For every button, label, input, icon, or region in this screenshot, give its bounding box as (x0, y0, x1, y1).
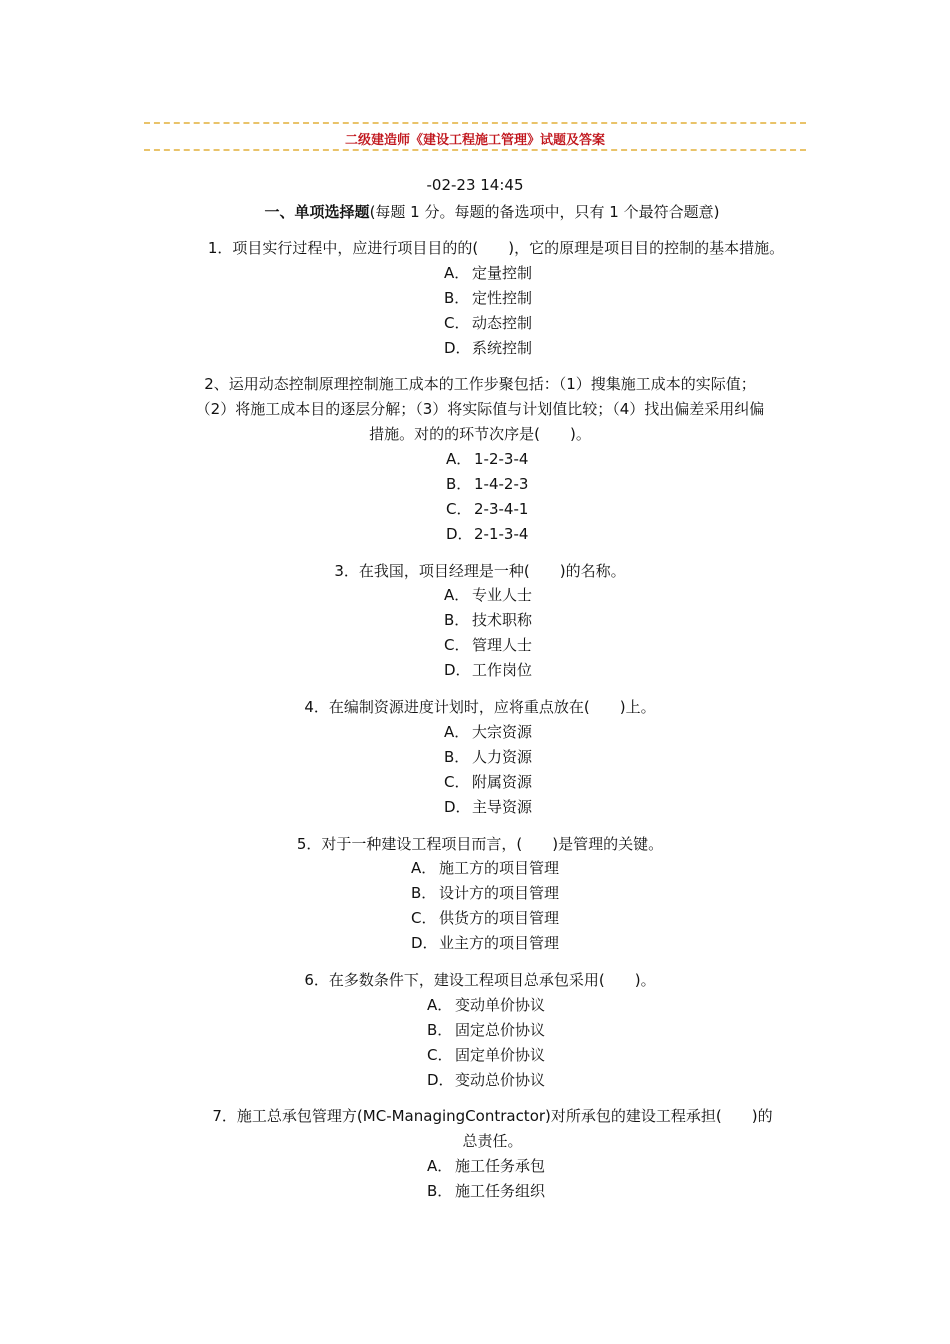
option-letter: C． (411, 909, 437, 927)
option-letter: B． (444, 748, 470, 766)
option-text: 技术职称 (472, 611, 533, 629)
question-5-option (411, 931, 559, 956)
option-text: 2-1-3-4 (474, 525, 529, 543)
option-letter: D． (411, 934, 438, 952)
option-letter: A． (411, 859, 437, 877)
question-line: 3．在我国，项目经理是一种( )的名称。 (334, 562, 626, 580)
question-line: 2、运用动态控制原理控制施工成本的工作步聚包括：（1）搜集施工成本的实际值； (204, 375, 756, 393)
document-title: 二级建造师《建设工程施工管理》试题及答案 (344, 133, 605, 148)
option-letter: B． (444, 289, 470, 307)
option-text: 施工方的项目管理 (439, 859, 560, 877)
option-text: 设计方的项目管理 (439, 884, 560, 902)
option-text: 固定总价协议 (455, 1021, 546, 1039)
option-text: 固定单价协议 (455, 1046, 546, 1064)
option-letter: B． (411, 884, 437, 902)
option-letter: B． (446, 475, 472, 493)
question-6-option (427, 1018, 545, 1043)
option-letter: D． (444, 339, 471, 357)
question-1-option (444, 311, 532, 336)
option-letter: C． (446, 500, 472, 518)
option-text: 定性控制 (472, 289, 533, 307)
question-4-option (444, 770, 532, 795)
question-5-text (150, 832, 810, 857)
question-line: 1．项目实行过程中，应进行项目目的的( )，它的原理是项目目的控制的基本措施。 (207, 239, 785, 257)
option-letter: A． (427, 996, 453, 1014)
question-2-text (150, 372, 810, 447)
option-text: 施工任务组织 (455, 1182, 546, 1200)
option-text: 动态控制 (472, 314, 533, 332)
question-7-option (427, 1179, 545, 1204)
option-letter: B． (427, 1021, 453, 1039)
option-text: 变动总价协议 (455, 1071, 546, 1089)
question-2-option (446, 497, 528, 522)
option-letter: D． (444, 661, 471, 679)
section-title: 一、单项选择题 (264, 203, 370, 221)
question-6-option (427, 993, 545, 1018)
option-letter: C． (444, 773, 470, 791)
option-text: 管理人士 (472, 636, 533, 654)
publish-date: -02-23 14:45 (426, 176, 524, 194)
question-6-option (427, 1068, 545, 1093)
question-6-option (427, 1043, 545, 1068)
question-1-text (176, 236, 816, 261)
option-letter: A． (446, 450, 472, 468)
option-letter: C． (444, 636, 470, 654)
question-3-text (150, 559, 810, 584)
question-5-option (411, 881, 559, 906)
option-letter: C． (444, 314, 470, 332)
option-letter: A． (444, 586, 470, 604)
option-text: 施工任务承包 (455, 1157, 546, 1175)
option-text: 附属资源 (472, 773, 533, 791)
question-line: 5．对于一种建设工程项目而言，( )是管理的关键。 (296, 835, 664, 853)
option-letter: D． (444, 798, 471, 816)
option-letter: A． (444, 723, 470, 741)
section-heading (0, 201, 950, 222)
question-3-option (444, 658, 532, 683)
option-text: 大宗资源 (472, 723, 533, 741)
question-2-option (446, 447, 528, 472)
question-4-option (444, 720, 532, 745)
option-letter: C． (427, 1046, 453, 1064)
option-text: 2-3-4-1 (474, 500, 529, 518)
question-1-option (444, 336, 532, 361)
question-3-option (444, 608, 532, 633)
option-letter: B． (427, 1182, 453, 1200)
question-1-option (444, 286, 532, 311)
section-note: (每题 1 分。每题的备选项中，只有 1 个最符合题意) (369, 203, 720, 221)
option-text: 1-4-2-3 (474, 475, 529, 493)
option-text: 工作岗位 (472, 661, 533, 679)
option-letter: A． (427, 1157, 453, 1175)
question-5-option (411, 856, 559, 881)
question-6-text (150, 968, 810, 993)
option-text: 主导资源 (472, 798, 533, 816)
option-text: 人力资源 (472, 748, 533, 766)
question-5-option (411, 906, 559, 931)
question-4-option (444, 745, 532, 770)
option-letter: B． (444, 611, 470, 629)
question-line: 总责任。 (462, 1132, 523, 1150)
question-line: 7．施工总承包管理方(MC-ManagingContractor)对所承包的建设工程承担( )的 (212, 1107, 773, 1125)
question-line: （2）将施工成本目的逐层分解；（3）将实际值与计划值比较；（4）找出偏差采用纠偏 (195, 400, 765, 418)
question-7-text (170, 1104, 815, 1154)
option-text: 系统控制 (472, 339, 533, 357)
question-4-option (444, 795, 532, 820)
option-text: 供货方的项目管理 (439, 909, 560, 927)
question-2-option (446, 522, 528, 547)
option-letter: D． (427, 1071, 454, 1089)
question-7-option (427, 1154, 545, 1179)
question-2-option (446, 472, 528, 497)
option-text: 变动单价协议 (455, 996, 546, 1014)
question-3-option (444, 583, 532, 608)
question-1-option (444, 261, 532, 286)
question-line: 4．在编制资源进度计划时，应将重点放在( )上。 (304, 698, 656, 716)
question-line: 6．在多数条件下，建设工程项目总承包采用( )。 (304, 971, 656, 989)
question-line: 措施。对的的环节次序是( )。 (369, 425, 591, 443)
option-letter: D． (446, 525, 473, 543)
option-text: 定量控制 (472, 264, 533, 282)
bottom-dashed-divider (144, 149, 806, 151)
option-text: 业主方的项目管理 (439, 934, 560, 952)
option-text: 1-2-3-4 (474, 450, 529, 468)
top-dashed-divider (144, 122, 806, 124)
question-4-text (150, 695, 810, 720)
question-3-option (444, 633, 532, 658)
option-text: 专业人士 (472, 586, 533, 604)
option-letter: A． (444, 264, 470, 282)
